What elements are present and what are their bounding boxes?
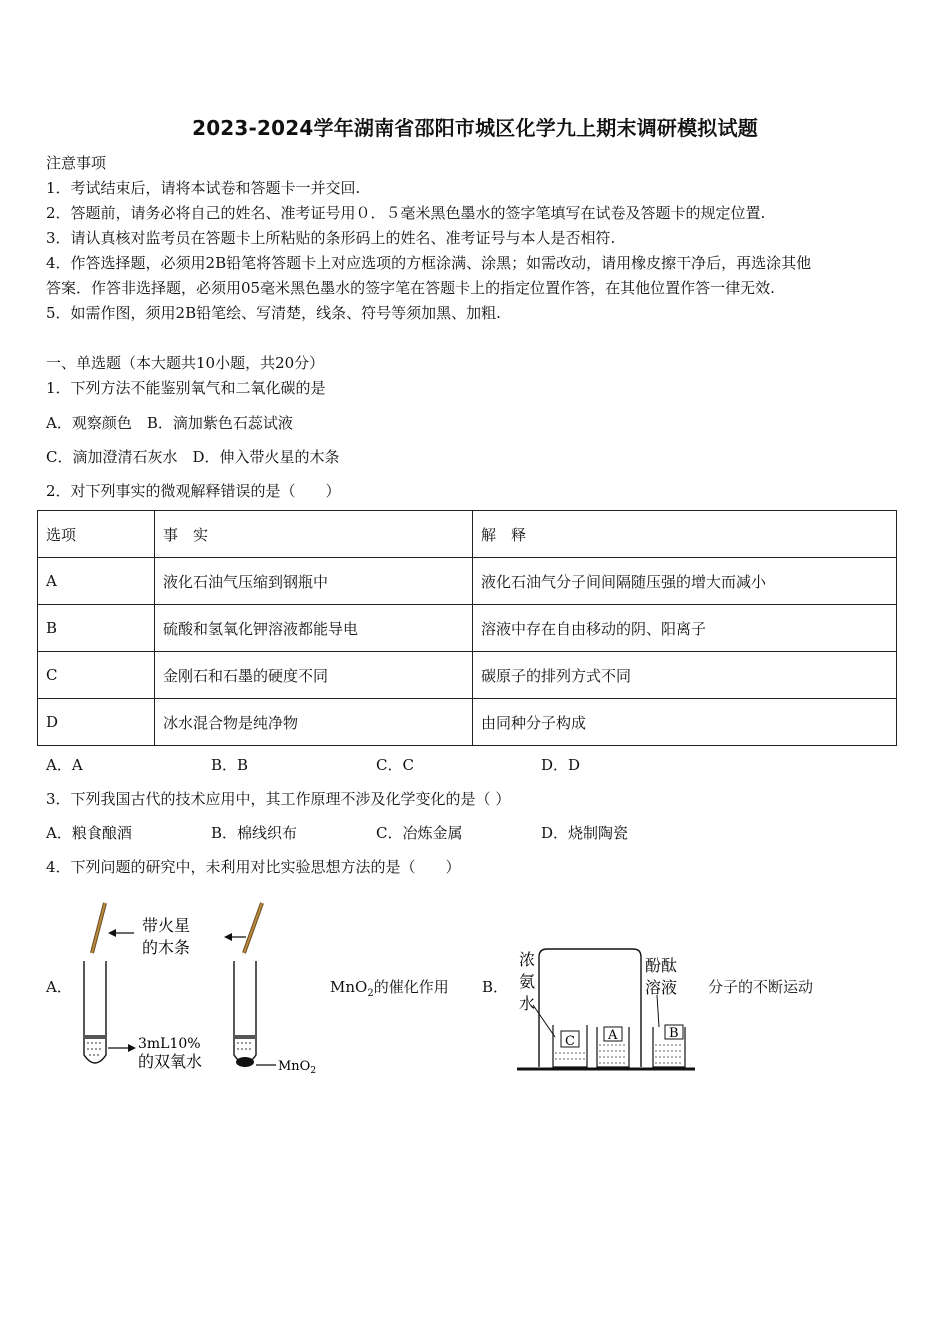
formula-subscript: 2: [367, 988, 374, 999]
q2-option-c: C．C: [376, 756, 414, 774]
table-row: [38, 605, 897, 652]
test-tube-right: [234, 961, 256, 1063]
notice-item: 1．考试结束后，请将本试卷和答题卡一并交回.: [46, 179, 361, 197]
q4-option-a-label: A．: [46, 978, 72, 996]
table-cell: 由同种分子构成: [473, 699, 897, 746]
page-title: 2023-2024学年湖南省邵阳市城区化学九上期末调研模拟试题: [192, 116, 758, 140]
beaker-c-label: C: [565, 1034, 575, 1049]
q2-table: [37, 510, 897, 746]
test-tube-left: [84, 961, 106, 1063]
table-header-cell: 解 释: [473, 511, 897, 558]
table-header-cell: 选项: [38, 511, 155, 558]
beaker-b-label: B: [669, 1026, 679, 1041]
figure-a-test-tubes: [70, 895, 330, 1080]
label-ammonia-1: 浓: [519, 950, 536, 969]
table-cell: 溶液中存在自由移动的阴、阳离子: [473, 605, 897, 652]
q4-option-b-text: 分子的不断运动: [708, 978, 814, 996]
table-cell: A: [38, 558, 155, 605]
q1-stem: 1．下列方法不能鉴别氧气和二氧化碳的是: [46, 379, 326, 397]
beaker-a-label: A: [608, 1028, 618, 1043]
table-cell: 硫酸和氢氧化钾溶液都能导电: [155, 605, 473, 652]
label-ammonia-2: 氨: [519, 972, 536, 991]
q2-option-b: B．B: [211, 756, 249, 774]
figure-b-beakers: [515, 945, 700, 1075]
mno2-powder: [236, 1057, 254, 1067]
option-text: 的催化作用: [373, 978, 449, 996]
q1-options-line1: A．观察颜色 B．滴加紫色石蕊试液: [46, 414, 293, 432]
label-h2o2: 3mL10%: [138, 1036, 201, 1052]
q4-option-b-label: B．: [482, 978, 509, 996]
notice-item: 5．如需作图，须用2B铅笔绘、写清楚，线条、符号等须加黑、加粗.: [46, 304, 501, 322]
q3-option-d: D．烧制陶瓷: [541, 824, 629, 842]
label-mno2: MnO$_2$: [278, 1059, 317, 1076]
q2-stem: 2．对下列事实的微观解释错误的是（ ）: [46, 482, 341, 500]
notice-item: 2．答题前，请务必将自己的姓名、准考证号用０．５毫米黑色墨水的签字笔填写在试卷及答题卡的规定位置.: [46, 204, 766, 222]
table-row: [38, 699, 897, 746]
q3-stem: 3．下列我国古代的技术应用中，其工作原理不涉及化学变化的是（ ）: [46, 790, 511, 808]
table-cell: B: [38, 605, 155, 652]
q3-option-a: A．粮食酿酒: [46, 824, 132, 842]
notice-item: 4．作答选择题，必须用2B铅笔将答题卡上对应选项的方框涂满、涂黑；如需改动，请用橡皮擦干净后，再选涂其他: [46, 254, 812, 272]
table-row: [38, 558, 897, 605]
label-phenol-1: 酚酞: [645, 956, 678, 975]
section-heading: 一、单选题（本大题共10小题，共20分）: [46, 354, 325, 372]
notice-heading: 注意事项: [46, 154, 107, 172]
table-cell: 碳原子的排列方式不同: [473, 652, 897, 699]
label-ammonia-3: 水: [519, 994, 536, 1013]
q1-options-line2: C．滴加澄清石灰水 D．伸入带火星的木条: [46, 448, 340, 466]
label-splint: 带火星: [142, 916, 191, 935]
notice-item: 3．请认真核对监考员在答题卡上所粘贴的条形码上的姓名、准考证号与本人是否相符.: [46, 229, 616, 247]
notice-item: 答案．作答非选择题，必须用05毫米黑色墨水的签字笔在答题卡上的指定位置作答，在其他位置作答一律无效.: [46, 279, 775, 297]
q2-option-a: A．A: [46, 756, 83, 774]
table-cell: 液化石油气分子间间隔随压强的增大而减小: [473, 558, 897, 605]
table-cell: D: [38, 699, 155, 746]
q3-option-b: B．棉线织布: [211, 824, 298, 842]
label-phenol-2: 溶液: [645, 978, 678, 997]
label-splint-2: 的木条: [142, 938, 191, 957]
q4-stem: 4．下列问题的研究中，未利用对比实验思想方法的是（ ）: [46, 858, 461, 876]
q4-option-a-text: [330, 976, 449, 999]
table-cell: 液化石油气压缩到钢瓶中: [155, 558, 473, 605]
table-cell: 冰水混合物是纯净物: [155, 699, 473, 746]
table-cell: 金刚石和石墨的硬度不同: [155, 652, 473, 699]
formula: MnO: [330, 978, 368, 996]
table-header-row: [38, 511, 897, 558]
q2-option-d: D．D: [541, 756, 581, 774]
table-row: [38, 652, 897, 699]
table-cell: C: [38, 652, 155, 699]
table-header-cell: 事 实: [155, 511, 473, 558]
label-h2o2-2: 的双氧水: [138, 1052, 203, 1071]
q3-option-c: C．冶炼金属: [376, 824, 463, 842]
bell-jar: [539, 949, 641, 1067]
